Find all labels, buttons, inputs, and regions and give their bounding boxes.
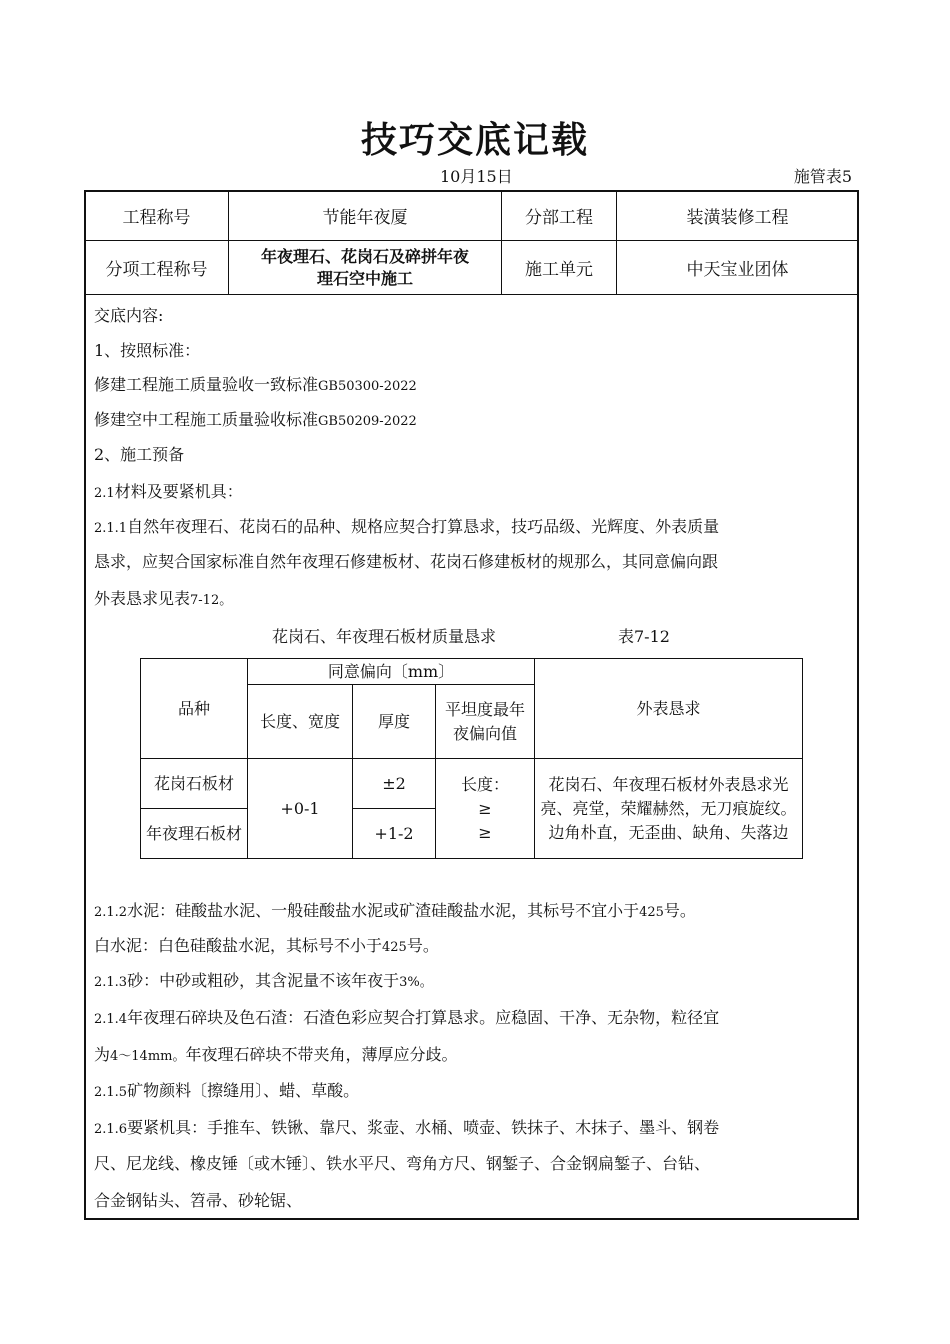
flatness-value: [436, 759, 535, 859]
header-table: [84, 190, 859, 295]
standard-2-name: 修建空中工程施工质量验收标准: [94, 410, 319, 429]
flatness-line-3: ≥: [478, 822, 492, 842]
para-2-1-6-line-3: 合金钢钻头、笤帚、砂轮锯、: [94, 1191, 303, 1210]
quality-spec-table: [140, 658, 803, 859]
para-2-1-2-number: 2.1.2: [94, 905, 128, 920]
para-2-1-1-line-2: 恳求，应契合国家标准自然年夜理石修建板材、花岗石修建板材的规那么，其同意偏向跟: [94, 552, 719, 571]
para-2-1-6-line-1: [94, 1115, 719, 1138]
col-surface: 外表恳求: [535, 659, 803, 759]
section-2-1: [94, 479, 243, 502]
para-2-1-6-line-2: 尺、尼龙线、橡皮锤〔或木锤〕、铁水平尺、弯角方尺、钢錾子、合金钢扁錾子、台钻、: [94, 1154, 711, 1173]
row-marble-name: 年夜理石板材: [141, 809, 248, 859]
value-project-name: 节能年夜厦: [229, 191, 502, 241]
para-2-1-4-size: 4～14mm。: [110, 1049, 186, 1064]
para-2-1-4-line-2: [94, 1042, 458, 1065]
para-2-1-4-number: 2.1.4: [94, 1012, 128, 1027]
table-number: 表7-12: [618, 627, 670, 646]
white-cement-text: 白水泥：白色硅酸盐水泥，其标号不小于: [94, 936, 383, 955]
document-title: 技巧交底记载: [360, 120, 589, 161]
para-2-1-4-text-b1: 为: [94, 1045, 111, 1064]
date: 10月15日: [440, 167, 513, 186]
value-division: 装潢装修工程: [617, 191, 859, 241]
table-caption: 花岗石、年夜理石板材质量恳求: [272, 627, 497, 646]
para-2-1-3: [94, 968, 433, 991]
para-2-1-2-white-cement: [94, 933, 439, 956]
para-2-1-1-number: 2.1.1: [94, 521, 128, 536]
white-cement-end: 号。: [406, 936, 439, 955]
label-division: 分部工程: [502, 191, 617, 241]
standard-2: [94, 407, 417, 430]
flatness-line-2: ≥: [478, 798, 492, 818]
para-2-1-1-line-1: [94, 514, 719, 537]
para-2-1-2-text: 水泥：硅酸盐水泥、一般硅酸盐水泥或矿渣硅酸盐水泥，其标号不宜小于: [127, 901, 640, 920]
para-2-1-2-end: 号。: [663, 901, 696, 920]
para-2-1-1-line-3: [94, 586, 232, 609]
para-2-1-1-text-c: 外表恳求见表: [94, 589, 191, 608]
section-2: 2、施工预备: [94, 445, 185, 464]
section-2-1-number: 2.1: [94, 486, 115, 501]
section-1: 1、按照标准：: [94, 341, 201, 360]
para-2-1-5-text: 矿物颜料〔擦缝用〕、蜡、草酸。: [127, 1081, 360, 1100]
label-project-name: 工程称号: [85, 191, 229, 241]
para-2-1-5: [94, 1078, 359, 1101]
marble-thickness-value: +1-2: [353, 809, 436, 859]
label-subproject-name: 分项工程称号: [85, 241, 229, 295]
para-2-1-3-number: 2.1.3: [94, 975, 128, 990]
content-heading: 交底内容:: [94, 306, 164, 325]
col-thickness: 厚度: [353, 685, 436, 759]
para-2-1-3-value: 3%。: [399, 975, 433, 990]
para-2-1-6-number: 2.1.6: [94, 1122, 128, 1137]
para-2-1-4-text-b2: 年夜理石碎块不带夹角，薄厚应分歧。: [185, 1045, 458, 1064]
para-2-1-5-number: 2.1.5: [94, 1085, 128, 1100]
para-2-1-2: [94, 898, 696, 921]
label-contractor: 施工单元: [502, 241, 617, 295]
para-2-1-3-text: 砂：中砂或粗砂，其含泥量不该年夜于: [127, 971, 400, 990]
standard-2-code: GB50209-2022: [318, 414, 417, 429]
col-variety: 品种: [141, 659, 248, 759]
col-flatness: 平坦度最年夜偏向值: [436, 685, 535, 759]
para-2-1-6-text-a: 要紧机具：手推车、铁锹、靠尺、浆壶、水桶、喷壶、铁抹子、木抹子、墨斗、钢卷: [127, 1118, 720, 1137]
surface-requirement: 花岗石、年夜理石板材外表恳求光亮、亮堂，荣耀赫然，无刀痕旋纹。边角朴直，无歪曲、缺角、失落边: [535, 759, 803, 859]
granite-thickness-value: ±2: [353, 759, 436, 809]
para-2-1-2-grade: 425: [639, 905, 664, 920]
standard-1: [94, 372, 417, 395]
row-granite-name: 花岗石板材: [141, 759, 248, 809]
length-tolerance-value: +0-1: [248, 759, 353, 859]
flatness-line-1: 长度：: [460, 774, 509, 794]
subproject-line-1: 年夜理石、花岗石及碎拼年夜: [260, 246, 469, 266]
standard-1-code: GB50300-2022: [318, 379, 417, 394]
form-number: 施管表5: [793, 167, 852, 186]
para-2-1-4-line-1: [94, 1005, 719, 1028]
standard-1-name: 修建工程施工质量验收一致标准: [94, 375, 319, 394]
subproject-line-2: 理石空中施工: [316, 268, 413, 288]
section-2-1-text: 材料及要紧机具：: [114, 482, 243, 501]
value-subproject-name: [229, 241, 502, 295]
para-2-1-4-text-a: 年夜理石碎块及色石渣：石渣色彩应契合打算恳求。应稳固、干净、无杂物，粒径宜: [127, 1008, 720, 1027]
col-tolerance: 同意偏向〔mm〕: [248, 659, 535, 685]
para-2-1-1-text-a: 自然年夜理石、花岗石的品种、规格应契合打算恳求，技巧品级、光辉度、外表质量: [127, 517, 720, 536]
value-contractor: 中天宝业团体: [617, 241, 859, 295]
col-length-width: 长度、宽度: [248, 685, 353, 759]
para-2-1-1-table-ref: 7-12。: [190, 593, 233, 608]
white-cement-grade: 425: [382, 940, 407, 955]
